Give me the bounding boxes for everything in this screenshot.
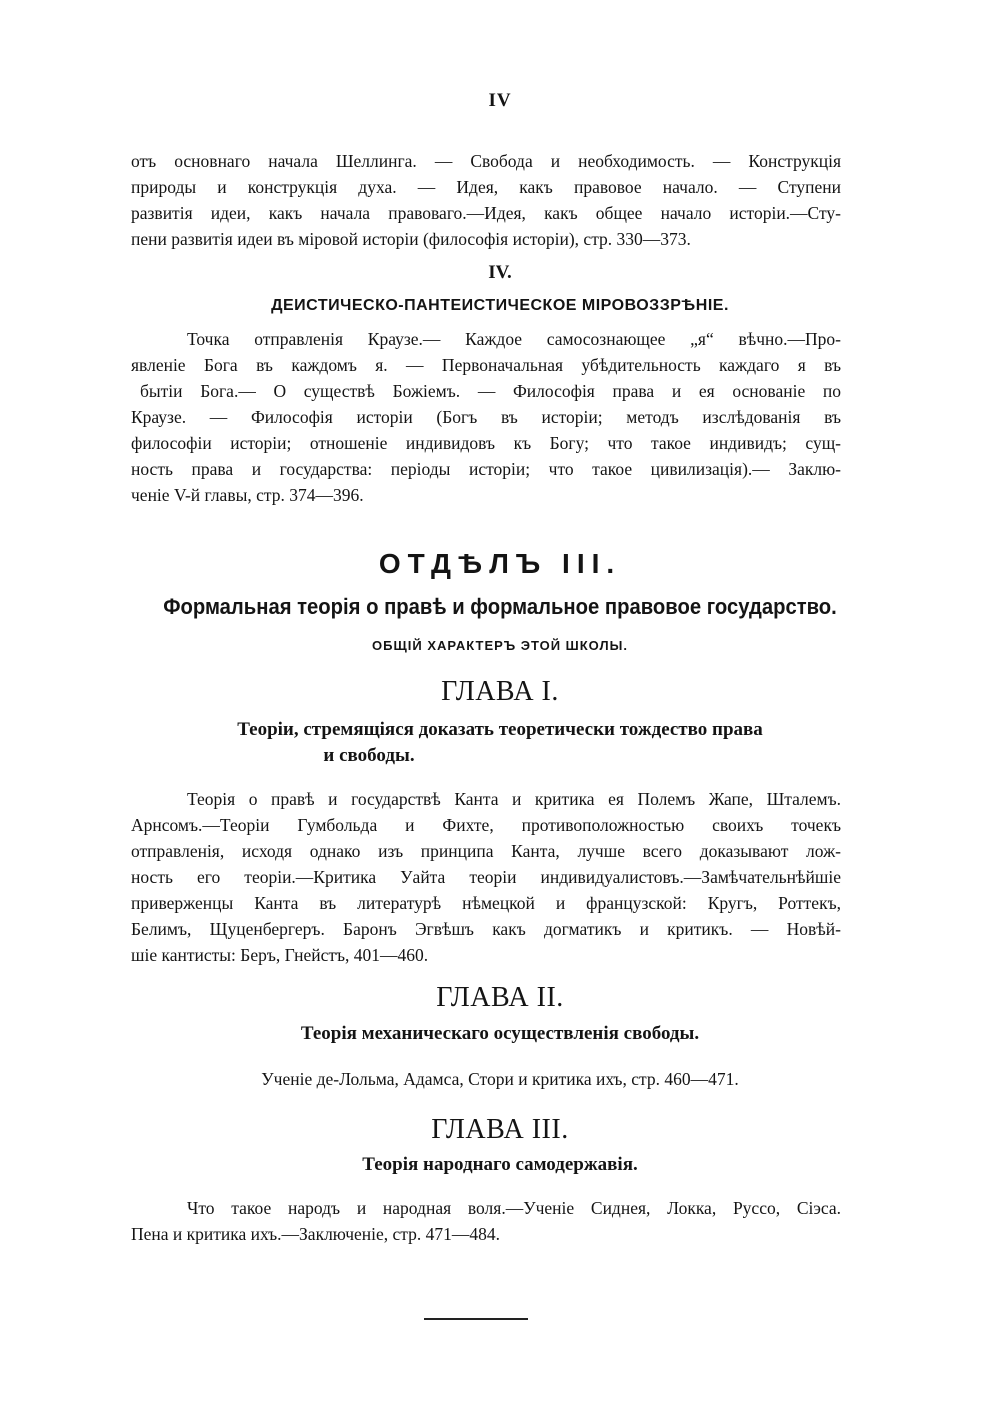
text-line: Ученіе де-Лольма, Адамса, Стори и критика ихъ, стр. 460—471. <box>261 1069 739 1089</box>
section-number: IV. <box>488 262 512 283</box>
text-line: ность его теоріи.—Критика Уайта теоріи индивидуалистовъ.—Замѣчательнѣйшіе <box>131 867 841 887</box>
chapter-paragraph <box>0 1066 1000 1092</box>
text-line: развитія идеи, какъ начала правоваго.—Идея, какъ общее начало исторіи.—Сту- <box>131 203 841 223</box>
text-line: природы и конструкція духа. — Идея, какъ правовое начало. — Ступени <box>131 177 841 197</box>
text-line: явленіе Бога въ каждомъ я. — Первоначальная убѣдительность каждаго я въ <box>131 355 841 375</box>
text-line: Теорія о правѣ и государствѣ Канта и критика ея Полемъ Жапе, Шталемъ. <box>187 789 841 809</box>
text-line: Точка отправленія Краузе.— Каждое самосознающее „я“ вѣчно.—Про- <box>187 329 841 349</box>
chapter-heading: ГЛАВА III. <box>431 1114 569 1145</box>
text-line: ченіе V-й главы, стр. 374—396. <box>131 485 364 505</box>
text-line: бытіи Бога.— О существѣ Божіемъ. — Философія права и ея основаніе по <box>140 381 841 401</box>
text-line: Белимъ, Щуценбергеръ. Баронъ Эгвѣшъ какъ догматикъ и критикъ. — Новѣй- <box>131 919 841 939</box>
chapter-title-line: Теорія механическаго осуществленія свободы. <box>300 1023 700 1044</box>
text-line: Краузе. — Философія исторіи (Богъ въ исторіи; методъ изслѣдованія въ <box>131 407 841 427</box>
chapter-title-line: Теорія народнаго самодержавія. <box>362 1154 638 1175</box>
part-note: ОБЩІЙ ХАРАКТЕРЪ ЭТОЙ ШКОЛЫ. <box>372 638 628 653</box>
text-line: Что такое народъ и народная воля.—Ученіе Сиднея, Локка, Руссо, Сіэса. <box>187 1198 841 1218</box>
text-line: отъ основнаго начала Шеллинга. — Свобода и необходимость. — Конструкція <box>131 151 841 171</box>
chapter-title-line: и свободы. <box>323 745 415 766</box>
chapter-paragraph <box>131 1195 841 1247</box>
section-title: ДЕИСТИЧЕСКО-ПАНТЕИСТИЧЕСКОЕ МІРОВОЗЗРѢНІЕ. <box>271 297 729 314</box>
chapter-heading: ГЛАВА I. <box>441 676 559 707</box>
chapter-heading: ГЛАВА II. <box>436 982 564 1013</box>
part-subtitle: Формальная теорія о правѣ и формальное правовое государство. <box>163 594 837 619</box>
chapter-title <box>0 1152 1000 1178</box>
text-line: приверженцы Канта въ литературѣ нѣмецкой и французской: Кругъ, Роттекъ, <box>131 893 841 913</box>
part-heading: ОТДѢЛЪ III. <box>378 548 622 579</box>
chapter-title <box>0 717 1000 769</box>
section-paragraph <box>131 326 841 508</box>
page-number: IV <box>488 90 512 111</box>
text-line: ность права и государства: періоды исторіи; что такое цивилизація).— Заклю- <box>131 459 841 479</box>
text-line: философіи исторіи; отношеніе индивидовъ къ Богу; что такое индивидъ; сущ- <box>131 433 841 453</box>
end-rule <box>424 1318 528 1320</box>
intro-paragraph <box>131 148 841 252</box>
text-line: Арнсомъ.—Теоріи Гумбольда и Фихте, противоположностью своихъ точекъ <box>131 815 841 835</box>
chapter-title-line: Теоріи, стремящіяся доказать теоретически тождество права <box>237 719 763 740</box>
chapter-title <box>0 1021 1000 1047</box>
text-line: пени развитія идеи въ міровой исторіи (философія исторіи), стр. 330—373. <box>131 229 691 249</box>
chapter-paragraph <box>131 786 841 968</box>
text-line: отправленія, исходя однако изъ принципа Канта, лучше всего доказывают лож- <box>131 841 841 861</box>
text-line: шіе кантисты: Беръ, Гнейстъ, 401—460. <box>131 945 429 965</box>
text-line: Пена и критика ихъ.—Заключеніе, стр. 471—484. <box>131 1224 501 1244</box>
